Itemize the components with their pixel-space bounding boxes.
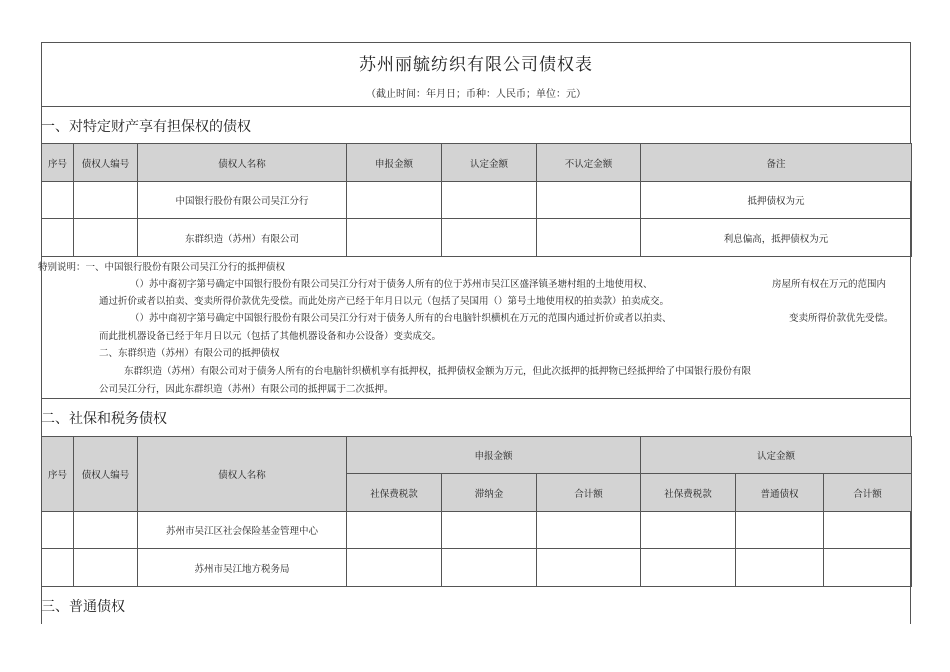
col-header-declared-total: 合计额 <box>537 474 641 512</box>
table-header-row <box>42 437 912 474</box>
col-header-no: 序号 <box>42 437 74 512</box>
note-line: 特别说明：一、中国银行股份有限公司吴江分行的抵押债权 <box>38 262 286 273</box>
col-header-code: 债权人编号 <box>74 144 138 182</box>
cell <box>442 549 537 587</box>
note-line: 而此批机器设备已经于年月日以元（包括了其他机器设备和办公设备）变卖成交。 <box>99 331 442 342</box>
col-header-declared: 申报金额 <box>347 144 442 182</box>
cell-remark: 利息偏高，抵押债权为元 <box>641 219 912 257</box>
cell-unconfirmed <box>537 182 641 219</box>
cell-declared <box>347 219 442 257</box>
table-row <box>42 182 912 219</box>
note-line: 变卖所得价款优先受偿。 <box>789 313 894 324</box>
section3-heading: 三、普通债权 <box>41 599 125 615</box>
table-row <box>42 512 912 549</box>
note-line: 东群织造（苏州）有限公司对于债务人所有的台电脑针织横机享有抵押权，抵押债权金额为万元，但此次抵押的抵押物已经抵押给了中国银行股份有限 <box>124 366 752 377</box>
cell-declared <box>347 182 442 219</box>
cell <box>736 512 824 549</box>
note-line: 公司吴江分行，因此东群织造（苏州）有限公司的抵押属于二次抵押。 <box>99 384 394 395</box>
cell-confirmed <box>442 182 537 219</box>
cell <box>537 549 641 587</box>
social-tax-claims-table <box>41 436 912 587</box>
cell-name: 苏州市吴江地方税务局 <box>138 549 347 587</box>
col-header-confirmed-total: 合计额 <box>824 474 912 512</box>
cell <box>347 549 442 587</box>
col-header-confirmed: 认定金额 <box>641 437 912 474</box>
cell <box>736 549 824 587</box>
cell <box>442 512 537 549</box>
col-header-confirmed: 认定金额 <box>442 144 537 182</box>
cell <box>537 512 641 549</box>
cell-no <box>42 549 74 587</box>
col-header-name: 债权人名称 <box>138 144 347 182</box>
cell-name: 东群织造（苏州）有限公司 <box>138 219 347 257</box>
section1-heading: 一、对特定财产享有担保权的债权 <box>41 119 251 135</box>
col-header-remark: 备注 <box>641 144 912 182</box>
cell <box>641 549 736 587</box>
col-header-no: 序号 <box>42 144 74 182</box>
note-line: 房屋所有权在万元的范围内 <box>772 279 887 290</box>
cell-name: 中国银行股份有限公司吴江分行 <box>138 182 347 219</box>
cell-code <box>74 219 138 257</box>
col-header-unconfirmed: 不认定金额 <box>537 144 641 182</box>
cell <box>641 512 736 549</box>
note-line: （）苏中商初字第号确定中国银行股份有限公司吴江分行对于债务人所有的台电脑针织横机在万元的范围内通过折价或者以拍卖、 <box>130 313 672 324</box>
cell-name: 苏州市吴江区社会保险基金管理中心 <box>138 512 347 549</box>
cell-unconfirmed <box>537 219 641 257</box>
col-header-declared: 申报金额 <box>347 437 641 474</box>
cell-code <box>74 182 138 219</box>
secured-claims-table <box>41 143 912 257</box>
col-header-name: 债权人名称 <box>138 437 347 512</box>
document-title: 苏州丽毓纺织有限公司债权表 <box>359 55 593 75</box>
table-row <box>42 549 912 587</box>
col-header-confirmed-social-tax: 社保费税款 <box>641 474 736 512</box>
note-line: 通过折价或者以拍卖、变卖所得价款优先受偿。而此处房产已经于年月日以元（包括了吴国用（）第号土地使用权的拍卖款）拍卖成交。 <box>99 296 670 307</box>
table-row <box>42 219 912 257</box>
cell-no <box>42 182 74 219</box>
col-header-declared-social-tax: 社保费税款 <box>347 474 442 512</box>
cell-no <box>42 219 74 257</box>
cell-code <box>74 512 138 549</box>
document-subtitle: （截止时间：年月日；币种：人民币；单位：元） <box>366 89 586 100</box>
cell-remark: 抵押债权为元 <box>641 182 912 219</box>
col-header-declared-late-fee: 滞纳金 <box>442 474 537 512</box>
cell-no <box>42 512 74 549</box>
cell <box>347 512 442 549</box>
note-line: 二、东群织造（苏州）有限公司的抵押债权 <box>99 348 280 359</box>
divider <box>41 106 911 107</box>
divider <box>41 398 911 399</box>
col-header-code: 债权人编号 <box>74 437 138 512</box>
cell-confirmed <box>442 219 537 257</box>
section2-heading: 二、社保和税务债权 <box>41 411 167 427</box>
table-header-row <box>42 144 912 182</box>
divider <box>41 586 911 587</box>
cell <box>824 549 912 587</box>
cell <box>824 512 912 549</box>
note-line: （）苏中裔初字第号确定中国银行股份有限公司吴江分行对于债务人所有的位于苏州市吴江区盛泽镇圣塘村组的土地使用权、 <box>130 279 653 290</box>
col-header-confirmed-ordinary: 普通债权 <box>736 474 824 512</box>
cell-code <box>74 549 138 587</box>
